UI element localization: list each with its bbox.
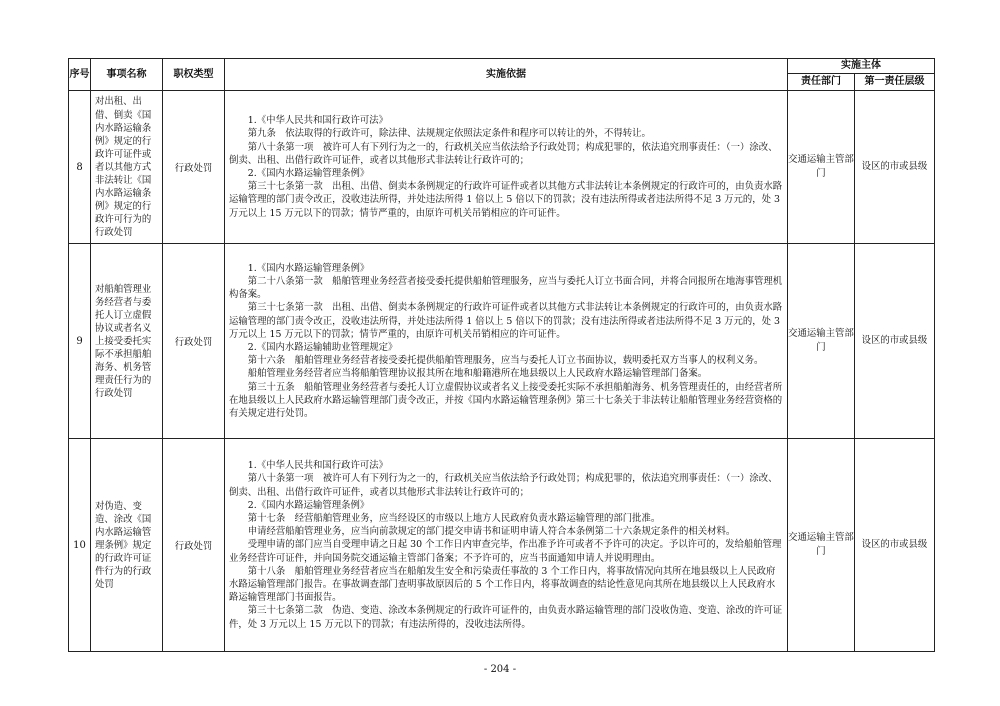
basis-line: 2.《国内水路运输管理条例》 [247,499,370,511]
row-level: 设区的市或县级 [855,91,935,244]
row-type: 行政处罚 [163,244,225,439]
row-seq: 8 [69,91,91,244]
basis-line: 1.《中华人民共和国行政许可法》 [247,460,388,472]
basis-line: 第九条 依法取得的行政许可，除法律、法规规定依照法定条件和程序可以转让的外，不得转让。 [247,128,651,140]
basis-line: 第三十七条第一款 出租、出借、倒卖本条例规定的行政许可证件或者以其他方式非法转让本条例规定的行政许可的，由负责水路运输管理的部门责令改正，没收违法所得，并处违法所得 1 倍以上 5 倍以下的罚款；没有违法所得或者违法所得不足 3 万元的，处 3 万元以上 15 万元以下的罚款；情节严重的，由原许可机关吊销相应的许可证件。 [229,302,783,340]
basis-line: 第八十条第一项 被许可人有下列行为之一的，行政机关应当依法给予行政处罚；构成犯罪的，依法追究刑事责任：（一）涂改、倒卖、出租、出借行政许可证件，或者以其他形式非法转让行政许可的； [229,473,778,498]
header-name: 事项名称 [91,59,163,91]
basis-line: 1.《国内水路运输管理条例》 [247,262,370,274]
row-type: 行政处罚 [163,91,225,244]
header-seq: 序号 [69,59,91,91]
basis-line: 第十八条 船舶管理业务经营者应当在船舶发生安全和污染责任事故的 3 个工作日内，将事故情况向其所在地县级以上人民政府水路运输管理部门报告。在事故调查部门查明事故原因后的 5 个工作日内，将事故调查的结论性意见向其所在地县级以上人民政府水路运输管理部门书面报告。 [229,565,776,604]
header-row-1 [69,59,935,74]
row-name: 对船舶管理业务经营者与委托人订立虚假协议或者名义上接受委托实际不承担船舶海务、机务管理责任行为的行政处罚 [91,244,163,439]
table-row [69,91,935,244]
row-seq: 9 [69,244,91,439]
basis-line: 受理申请的部门应当自受理申请之日起 30 个工作日内审查完毕，作出准予许可或者不予许可的决定。予以许可的，发给船舶管理业务经营许可证件，并向国务院交通运输主管部门备案；不予许可的，应当书面通知申请人并说明理由。 [229,539,782,564]
row-dept: 交通运输主管部门 [788,244,855,439]
basis-line: 第三十七条第二款 伪造、变造、涂改本条例规定的行政许可证件的，由负责水路运输管理的部门没收伪造、变造、涂改的许可证件，处 3 万元以上 15 万元以下的罚款；有违法所得的，没收违法所得。 [229,605,783,630]
regulation-table [68,58,935,652]
row-basis [225,439,788,652]
row-basis [225,244,788,439]
basis-line: 第八十条第一项 被许可人有下列行为之一的，行政机关应当依法给予行政处罚；构成犯罪的，依法追究刑事责任：（一）涂改、倒卖、出租、出借行政许可证件，或者以其他形式非法转让行政许可的； [229,141,778,166]
basis-line: 2.《国内水路运输辅助业管理规定》 [247,342,398,353]
row-name: 对伪造、变造、涂改《国内水路运输管理条例》规定的行政许可证件行为的行政处罚 [91,439,163,652]
row-level: 设区的市或县级 [855,439,935,652]
row-dept: 交通运输主管部门 [788,91,855,244]
row-type: 行政处罚 [163,439,225,652]
row-dept: 交通运输主管部门 [788,439,855,652]
header-level: 第一责任层级 [855,74,935,91]
header-subject: 实施主体 [788,59,935,74]
basis-line: 第三十七条第一款 出租、出借、倒卖本条例规定的行政许可证件或者以其他方式非法转让本条例规定的行政许可的，由负责水路运输管理的部门责令改正，没收违法所得，并处违法所得 1 倍以上 5 倍以下的罚款；没有违法所得或者违法所得不足 3 万元的，处 3 万元以上 15 万元以下的罚款；情节严重的，由原许可机关吊销相应的许可证件。 [229,181,783,219]
basis-line: 第十七条 经营船舶管理业务，应当经设区的市级以上地方人民政府负责水路运输管理的部门批准。 [247,512,661,524]
table-row [69,439,935,652]
basis-line: 2.《国内水路运输管理条例》 [247,168,370,179]
row-level: 设区的市或县级 [855,244,935,439]
header-type: 职权类型 [163,59,225,91]
basis-line: 船舶管理业务经营者应当将船舶管理协议报其所在地和船籍港所在地县级以上人民政府水路运输管理部门备案。 [247,368,708,380]
basis-line: 第十六条 船舶管理业务经营者接受委托提供船舶管理服务，应当与委托人订立书面协议，载明委托双方当事人的权利义务。 [247,355,764,367]
row-basis [225,91,788,244]
basis-line: 1.《中华人民共和国行政许可法》 [247,115,388,127]
basis-line: 申请经营船舶管理业务，应当向前款规定的部门提交申请书和证明申请人符合本条例第二十六条规定条件的相关材料。 [247,526,736,538]
basis-line: 第三十五条 船舶管理业务经营者与委托人订立虚假协议或者名义上接受委托实际不承担船舶海务、机务管理责任的，由经营者所在地县级以上人民政府水路运输管理部门责令改正，并按《国内水路运输管理条例》第三十七条关于非法转让船舶管理业务经营资格的有关规定进行处罚。 [229,381,783,420]
header-basis: 实施依据 [225,59,788,91]
row-name: 对出租、出借、倒卖《国内水路运输条例》规定的行政许可证件或者以其他方式非法转让《国内水路运输条例》规定的行政许可行为的行政处罚 [91,91,163,244]
basis-line: 第二十八条第一款 船舶管理业务经营者接受委托提供船舶管理服务，应当与委托人订立书面合同，并将合同报所在地海事管理机构备案。 [229,275,783,301]
header-dept: 责任部门 [788,74,855,91]
page-number: - 204 - [483,664,517,675]
row-seq: 10 [69,439,91,652]
table-row [69,244,935,439]
